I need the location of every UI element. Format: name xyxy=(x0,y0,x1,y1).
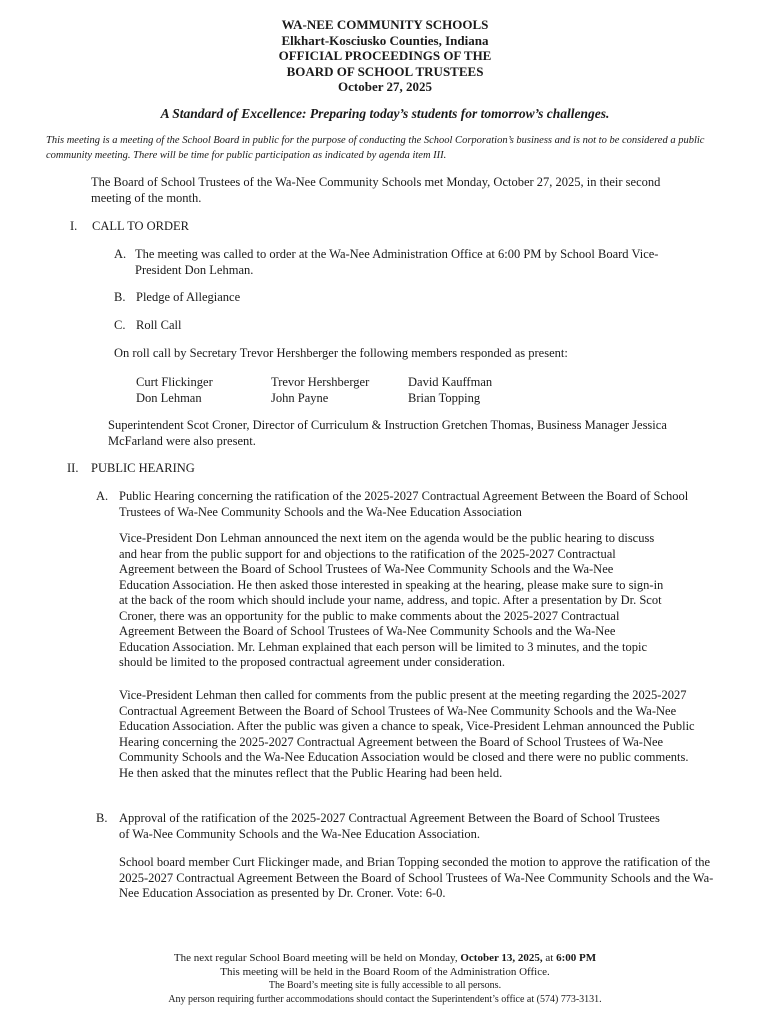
intro-paragraph: The Board of School Trustees of the Wa-Nee Community Schools met Monday, October 27, 2025, in their second meeting of the month. xyxy=(91,175,661,205)
next-meeting-prefix: The next regular School Board meeting will be held on Monday, xyxy=(173,952,461,964)
call-to-order-text: The meeting was called to order at the Wa-Nee Administration Office at 6:00 PM by School Board Vice-President Don Lehman. xyxy=(135,247,659,277)
item-marker: A. xyxy=(114,247,127,261)
item-marker: B. xyxy=(114,290,126,304)
member-name: John Payne xyxy=(271,390,329,405)
section-number: I. xyxy=(70,219,78,233)
footer xyxy=(0,951,770,1007)
next-meeting-line xyxy=(0,951,770,965)
proceedings-title: OFFICIAL PROCEEDINGS OF THE xyxy=(278,48,492,63)
public-hearing-title: Public Hearing concerning the ratification of the 2025-2027 Contractual Agreement Between the Board of School Trustees of Wa-Nee Community Schools and the Wa-Nee Education Association xyxy=(119,489,689,519)
accessibility-note: The Board’s meeting site is fully accessible to all persons. xyxy=(268,980,502,991)
meeting-location: This meeting will be held in the Board Room of the Administration Office. xyxy=(220,966,550,978)
roll-call-text: Roll Call xyxy=(136,318,182,332)
pledge-text: Pledge of Allegiance xyxy=(136,290,241,304)
member-name: Brian Topping xyxy=(408,390,481,405)
member-name: Curt Flickinger xyxy=(136,375,213,389)
document-header xyxy=(0,17,770,95)
item-public-hearing-a xyxy=(96,489,696,520)
section-title: PUBLIC HEARING xyxy=(91,461,195,475)
board-title: BOARD OF SCHOOL TRUSTEES xyxy=(286,63,484,79)
item-marker: C. xyxy=(114,318,126,332)
accommodations-note: Any person requiring further accommodations should contact the Superintendent’s office at (574) 773-3131. xyxy=(168,994,602,1005)
next-meeting-time: 6:00 PM xyxy=(556,952,597,964)
members-column-1 xyxy=(136,375,213,406)
item-pledge xyxy=(114,290,614,306)
next-meeting-date: October 13, 2025, xyxy=(460,952,543,964)
disclaimer: This meeting is a meeting of the School Board in public for the purpose of conducting the School Corporation’s business and is not to be considered a public community meeting. There will be time for public participation as indicated by agenda item III. xyxy=(46,135,705,161)
member-name: David Kauffman xyxy=(408,375,493,389)
item-roll-call xyxy=(114,318,614,334)
motto: A Standard of Excellence: Preparing today’s students for tomorrow’s challenges. xyxy=(160,106,610,121)
public-hearing-paragraph-2: Vice-President Lehman then called for comments from the public present at the meeting regarding the 2025-2027 Contractual Agreement Between the Board of School Trustees of Wa-Nee Community Schools and the Wa-Nee Education Association. After the public was given a chance to speak, Vice-President Lehman announced the Public Hearing concerning the 2025-2027 Contractual Agreement between the Board of School Trustees of Wa-Nee Community Schools and the Wa-Nee Education Association would be closed and there were no public comments. He then asked that the minutes reflect that the Public Hearing had been held. xyxy=(119,688,695,780)
item-text xyxy=(114,247,674,278)
roll-call-intro: On roll call by Secretary Trevor Hershberger the following members responded as present: xyxy=(114,346,568,360)
item-marker: B. xyxy=(96,811,108,825)
member-name: Trevor Hershberger xyxy=(271,375,370,389)
members-column-3 xyxy=(408,375,492,406)
approval-motion: School board member Curt Flickinger made, and Brian Topping seconded the motion to approve the ratification of the 2025-2027 Contractual Agreement Between the Board of School Trustees of Wa-Nee Community Schools and the Wa-Nee Education Association as presented by Dr. Croner. Vote: 6-0. xyxy=(119,855,714,900)
item-approval-b xyxy=(96,811,671,842)
public-hearing-paragraph-1: Vice-President Don Lehman announced the next item on the agenda would be the public hearing to discuss and hear from the public support for and objections to the ratification of the 2025-2027 Contractual Agreement between the Board of School Trustees of Wa-Nee Community Schools and the Wa-Nee Education Association. He then asked those interested in speaking at the hearing, please make sure to sign-in at the back of the room which should include your name, address, and topic. After a presentation by Dr. Scot Croner, there was an opportunity for the public to make comments about the 2025-2027 Contractual Agreement Between the Board of School Trustees of Wa-Nee Community Schools and the Wa-Nee Education Association. Mr. Lehman explained that each person will be limited to 3 minutes, and the topic should be limited to the proposed contractual agreement under consideration. xyxy=(119,531,664,669)
next-meeting-at: at xyxy=(542,952,557,964)
meeting-date: October 27, 2025 xyxy=(338,79,432,94)
member-name: Don Lehman xyxy=(136,390,202,405)
item-call-to-order-a xyxy=(114,247,674,278)
members-column-2 xyxy=(271,375,369,406)
section-title: CALL TO ORDER xyxy=(92,219,189,233)
district-name: WA-NEE COMMUNITY SCHOOLS xyxy=(281,17,489,32)
approval-title: Approval of the ratification of the 2025-2027 Contractual Agreement Between the Board of School Trustees of Wa-Nee Community Schools and the Wa-Nee Education Association. xyxy=(119,811,660,841)
also-present: Superintendent Scot Croner, Director of Curriculum & Instruction Gretchen Thomas, Business Manager Jessica McFarland were also present. xyxy=(108,418,667,448)
counties: Elkhart-Kosciusko Counties, Indiana xyxy=(281,32,489,48)
item-marker: A. xyxy=(96,489,109,503)
section-number: II. xyxy=(67,461,79,475)
